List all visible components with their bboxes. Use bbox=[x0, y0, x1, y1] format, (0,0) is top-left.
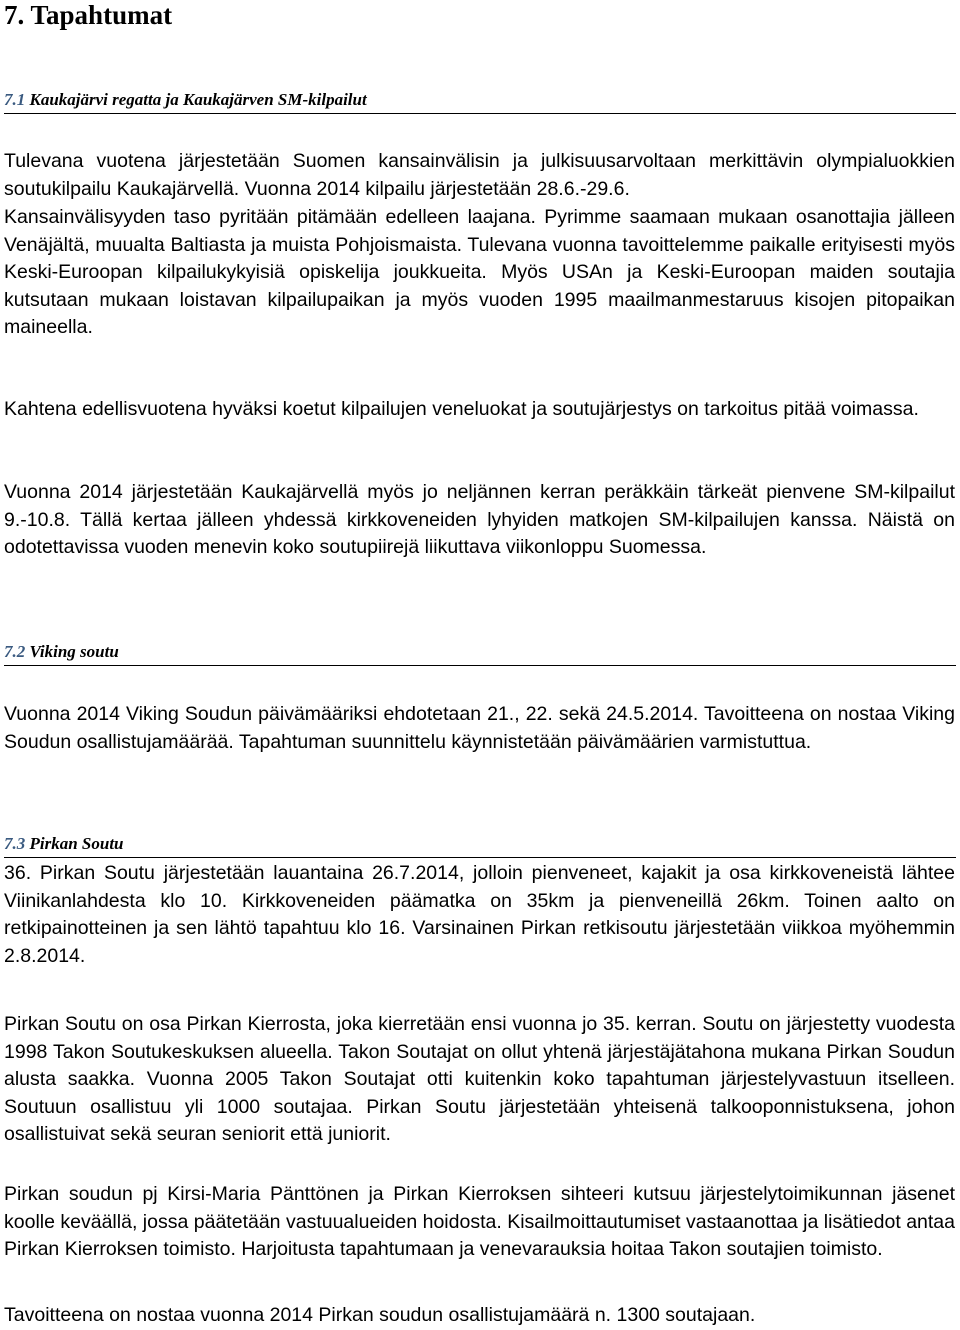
paragraph: Tulevana vuotena järjestetään Suomen kansainvälisin ja julkisuusarvoltaan merkittävin olympialuokkien soutukilpailu Kaukajärvellä. Vuonna 2014 kilpailu järjestetään 28.6.-29.6. bbox=[4, 150, 955, 200]
paragraph: Vuonna 2014 Viking Soudun päivämääriksi ehdotetaan 21., 22. sekä 24.5.2014. Tavoitteena on nostaa Viking Soudun osallistujamäärää. Tapahtuman suunnittelu käynnistetään päivämäärien varmistuttua. bbox=[4, 703, 955, 753]
paragraph: Tavoitteena on nostaa vuonna 2014 Pirkan soudun osallistujamäärä n. 1300 soutajaan. bbox=[4, 1304, 756, 1326]
section-heading-7-3 bbox=[4, 834, 956, 858]
section-heading-7-2 bbox=[4, 642, 956, 666]
section-title: Viking soutu bbox=[29, 642, 119, 661]
section-number: 7.3 bbox=[4, 834, 26, 853]
section-title: Pirkan Soutu bbox=[29, 834, 124, 853]
section-title: Kaukajärvi regatta ja Kaukajärven SM-kilpailut bbox=[29, 90, 367, 109]
paragraph: Kahtena edellisvuotena hyväksi koetut kilpailujen veneluokat ja soutujärjestys on tarkoitus pitää voimassa. bbox=[4, 398, 919, 420]
paragraph: Pirkan Soutu on osa Pirkan Kierrosta, joka kierretään ensi vuonna jo 35. kerran. Soutu on järjestetty vuodesta 1998 Takon Soutukeskuksen alueella. Takon Soutajat on ollut yhtenä järjestäjätahona mukana Pirkan Soudun alusta saakka. Vuonna 2005 Takon Soutajat otti kuitenkin koko tapahtuman järjestelyvastuun itselleen. Soutuun osallistuu yli 1000 soutajaa. Pirkan Soutu järjestetään yhteisenä talkooponnistuksena, johon osallistuivat sekä seuran seniorit että juniorit. bbox=[4, 1013, 955, 1145]
section-number: 7.1 bbox=[4, 90, 26, 109]
paragraph: Vuonna 2014 järjestetään Kaukajärvellä myös jo neljännen kerran peräkkäin tärkeät pienvene SM-kilpailut 9.-10.8. Tällä kertaa jälleen yhdessä kirkkoveneiden lyhyiden matkojen SM-kilpailujen kanssa. Näistä on odotettavissa vuoden menevin koko soutupiirejä liikuttava viikonloppu Suomessa. bbox=[4, 481, 955, 558]
paragraph: 36. Pirkan Soutu järjestetään lauantaina 26.7.2014, jolloin pienveneet, kajakit ja osa kirkkoveneistä lähtee Viinikanlahdesta klo 10. Kirkkoveneiden päämatka on 35km ja pienveneillä 26km. Toinen aalto on retkipainotteinen ja sen lähtö tapahtuu klo 16. Varsinainen Pirkan retkisoutu järjestetään viikkoa myöhemmin 2.8.2014. bbox=[4, 862, 955, 967]
section-heading-7-1 bbox=[4, 90, 956, 114]
section-number: 7.2 bbox=[4, 642, 26, 661]
page-heading: 7. Tapahtumat bbox=[4, 0, 173, 30]
paragraph: Kansainvälisyyden taso pyritään pitämään edelleen laajana. Pyrimme saamaan mukaan osanottajia jälleen Venäjältä, muualta Baltiasta ja muista Pohjoismaista. Tulevana vuonna tavoittelemme paikalle erityisesti myös Keski-Euroopan kilpailukykyisiä opiskelija joukkueita. Myös USAn ja Keski-Euroopan maiden soutajia kutsutaan mukaan loistavan kilpailupaikan ja myös vuoden 1995 maailmanmestaruus kisojen pitopaikan maineella. bbox=[4, 206, 955, 338]
paragraph: Pirkan soudun pj Kirsi-Maria Pänttönen ja Pirkan Kierroksen sihteeri kutsuu järjestelytoimikunnan jäsenet koolle keväällä, jossa päätetään vastuualueiden hoidosta. Kisailmoittautumiset vastaanottaa ja lisätiedot antaa Pirkan Kierroksen toimisto. Harjoitusta tapahtumaan ja venevarauksia hoitaa Takon soutajien toimisto. bbox=[4, 1183, 955, 1260]
